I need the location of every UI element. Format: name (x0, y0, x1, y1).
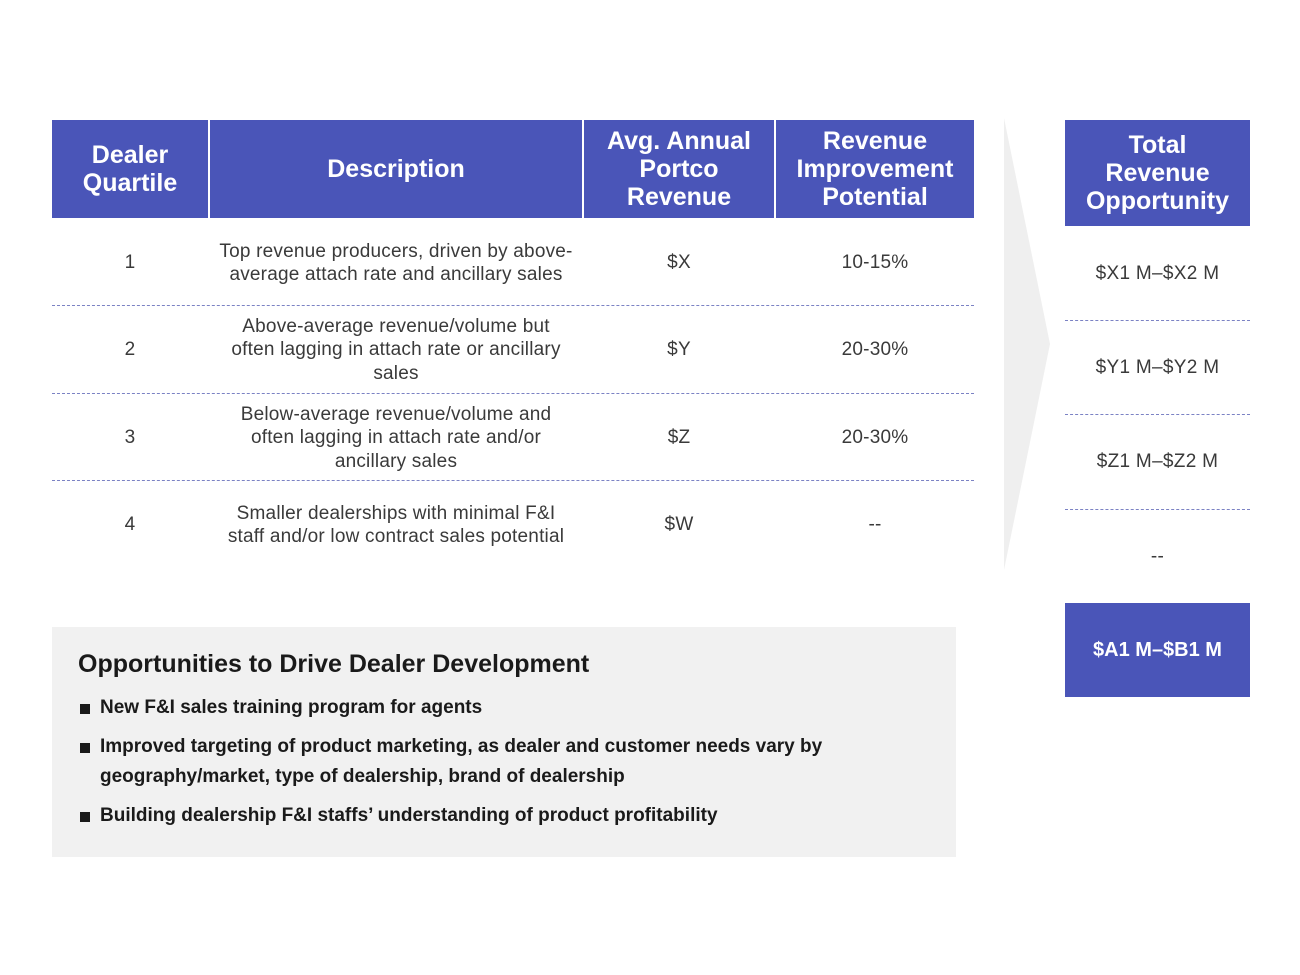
opportunity-item (78, 801, 900, 831)
opportunities-list (78, 693, 930, 831)
row-3-quartile: 3 (124, 427, 136, 449)
row-divider (52, 305, 974, 306)
row-4-quartile: 4 (124, 514, 136, 536)
row-divider (52, 480, 974, 481)
opportunities-panel (52, 627, 956, 857)
opportunity-text: Building dealership F&I staffs’ understanding of product profitability (100, 805, 718, 826)
total-divider (1065, 509, 1250, 510)
opportunity-item (78, 693, 900, 723)
chevron-arrow-shape (1004, 118, 1050, 570)
row-1-quartile: 1 (124, 252, 136, 274)
chevron-arrow-icon (1004, 118, 1054, 570)
total-sum: $A1 M–$B1 M (1065, 603, 1250, 697)
square-bullet-icon (80, 704, 90, 714)
total-value-3: $Z1 M–$Z2 M (1096, 451, 1219, 472)
total-divider (1065, 414, 1250, 415)
opportunity-text: Improved targeting of product marketing, as dealer and customer needs vary by geography/market, type of dealership, brand of dealership (100, 736, 823, 787)
total-value-1: $X1 M–$X2 M (1095, 263, 1220, 284)
row-4-potential: -- (868, 514, 882, 536)
header-total-revenue-opportunity: Total Revenue Opportunity (1065, 120, 1250, 226)
row-2-quartile: 2 (124, 339, 136, 361)
opportunity-text: New F&I sales training program for agents (100, 697, 483, 718)
square-bullet-icon (80, 743, 90, 753)
header-revenue-improvement-potential: Revenue Improvement Potential (776, 120, 974, 218)
total-value-4: -- (1150, 546, 1165, 567)
row-1-description: Top revenue producers, driven by above-average attach rate and ancillary sales (219, 240, 573, 285)
row-2-potential: 20-30% (841, 339, 909, 361)
total-value-2: $Y1 M–$Y2 M (1095, 357, 1220, 378)
header-avg-annual-revenue: Avg. Annual Portco Revenue (584, 120, 774, 218)
header-dealer-quartile: Dealer Quartile (52, 120, 208, 218)
square-bullet-icon (80, 812, 90, 822)
row-2-description: Above-average revenue/volume but often lagging in attach rate or ancillary sales (231, 315, 561, 384)
row-4-revenue: $W (664, 514, 694, 536)
row-divider (52, 393, 974, 394)
opportunities-title: Opportunities to Drive Dealer Development (78, 650, 590, 678)
row-4-description: Smaller dealerships with minimal F&I staff and/or low contract sales potential (227, 502, 565, 547)
row-3-description: Below-average revenue/volume and often lagging in attach rate and/or ancillary sales (240, 403, 552, 472)
row-3-revenue: $Z (667, 427, 691, 449)
row-1-revenue: $X (667, 252, 691, 274)
opportunity-item (78, 732, 900, 792)
header-description: Description (210, 120, 582, 218)
row-2-revenue: $Y (667, 339, 691, 361)
total-divider (1065, 320, 1250, 321)
row-3-potential: 20-30% (841, 427, 909, 449)
row-1-potential: 10-15% (841, 252, 909, 274)
